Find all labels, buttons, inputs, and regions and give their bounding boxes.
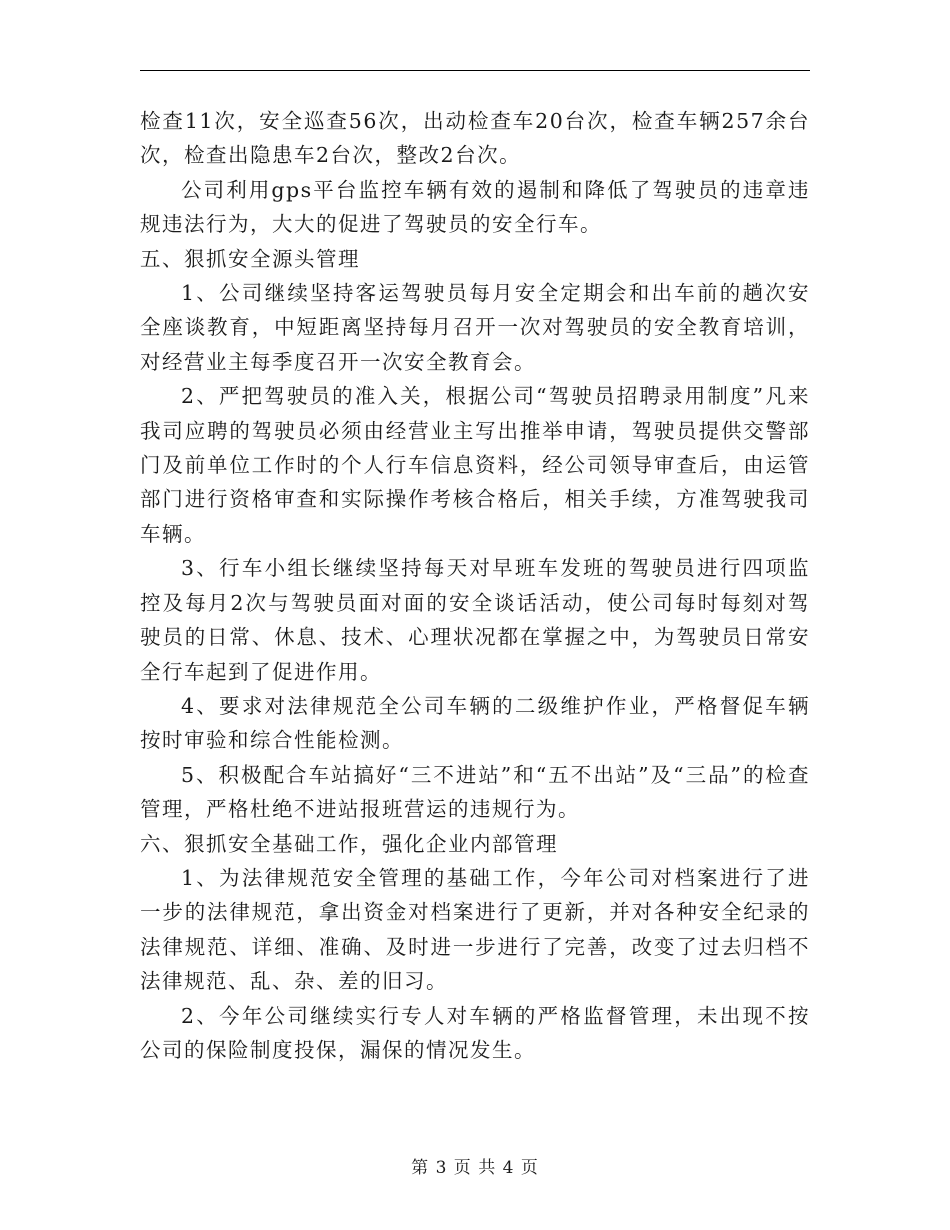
- paragraph: 1、为法律规范安全管理的基础工作，今年公司对档案进行了进一步的法律规范，拿出资金对档案进行了更新，并对各种安全纪录的法律规范、详细、准确、及时进一步进行了完善，改变了过去归档不法律规范、乱、杂、差的旧习。: [140, 865, 810, 994]
- paragraph: 1、公司继续坚持客运驾驶员每月安全定期会和出车前的趟次安全座谈教育，中短距离坚持每月召开一次对驾驶员的安全教育培训，对经营业主每季度召开一次安全教育会。: [140, 281, 810, 374]
- footer-total-pages: 4: [502, 1158, 515, 1178]
- footer-middle: 页 共: [453, 1158, 497, 1178]
- header-rule: [140, 70, 810, 71]
- paragraph: 公司利用gps平台监控车辆有效的遏制和降低了驾驶员的违章违规违法行为，大大的促进了驾驶员的安全行车。: [140, 177, 810, 237]
- paragraph: 3、行车小组长继续坚持每天对早班车发班的驾驶员进行四项监控及每月2次与驾驶员面对面的安全谈话活动，使公司每时每刻对驾驶员的日常、休息、技术、心理状况都在掌握之中，为驾驶员日常安全行车起到了促进作用。: [140, 556, 810, 684]
- page-footer: [0, 1153, 950, 1178]
- section-heading: 六、狠抓安全基础工作，强化企业内部管理: [140, 831, 558, 856]
- paragraph: 2、今年公司继续实行专人对车辆的严格监督管理，未出现不按公司的保险制度投保，漏保的情况发生。: [140, 1003, 810, 1062]
- footer-current-page: 3: [435, 1158, 448, 1178]
- paragraph: 2、严把驾驶员的准入关，根据公司“驾驶员招聘录用制度”凡来我司应聘的驾驶员必须由经营业主写出推举申请，驾驶员提供交警部门及前单位工作时的个人行车信息资料，经公司领导审查后，由运管部门进行资格审查和实际操作考核合格后，相关手续，方准驾驶我司车辆。: [140, 384, 810, 546]
- paragraph: 5、积极配合车站搞好“三不进站”和“五不出站”及“三品”的检查管理，严格杜绝不进站报班营运的违规行为。: [140, 762, 810, 822]
- footer-suffix: 页: [520, 1158, 539, 1178]
- paragraph: 4、要求对法律规范全公司车辆的二级维护作业，严格督促车辆按时审验和综合性能检测。: [140, 693, 810, 753]
- paragraph: 检查11次，安全巡查56次，出动检查车20台次，检查车辆257余台次，检查出隐患车2台次，整改2台次。: [140, 109, 810, 168]
- section-heading: 五、狠抓安全源头管理: [140, 246, 360, 271]
- footer-prefix: 第: [411, 1158, 430, 1178]
- document-body: [140, 104, 810, 1067]
